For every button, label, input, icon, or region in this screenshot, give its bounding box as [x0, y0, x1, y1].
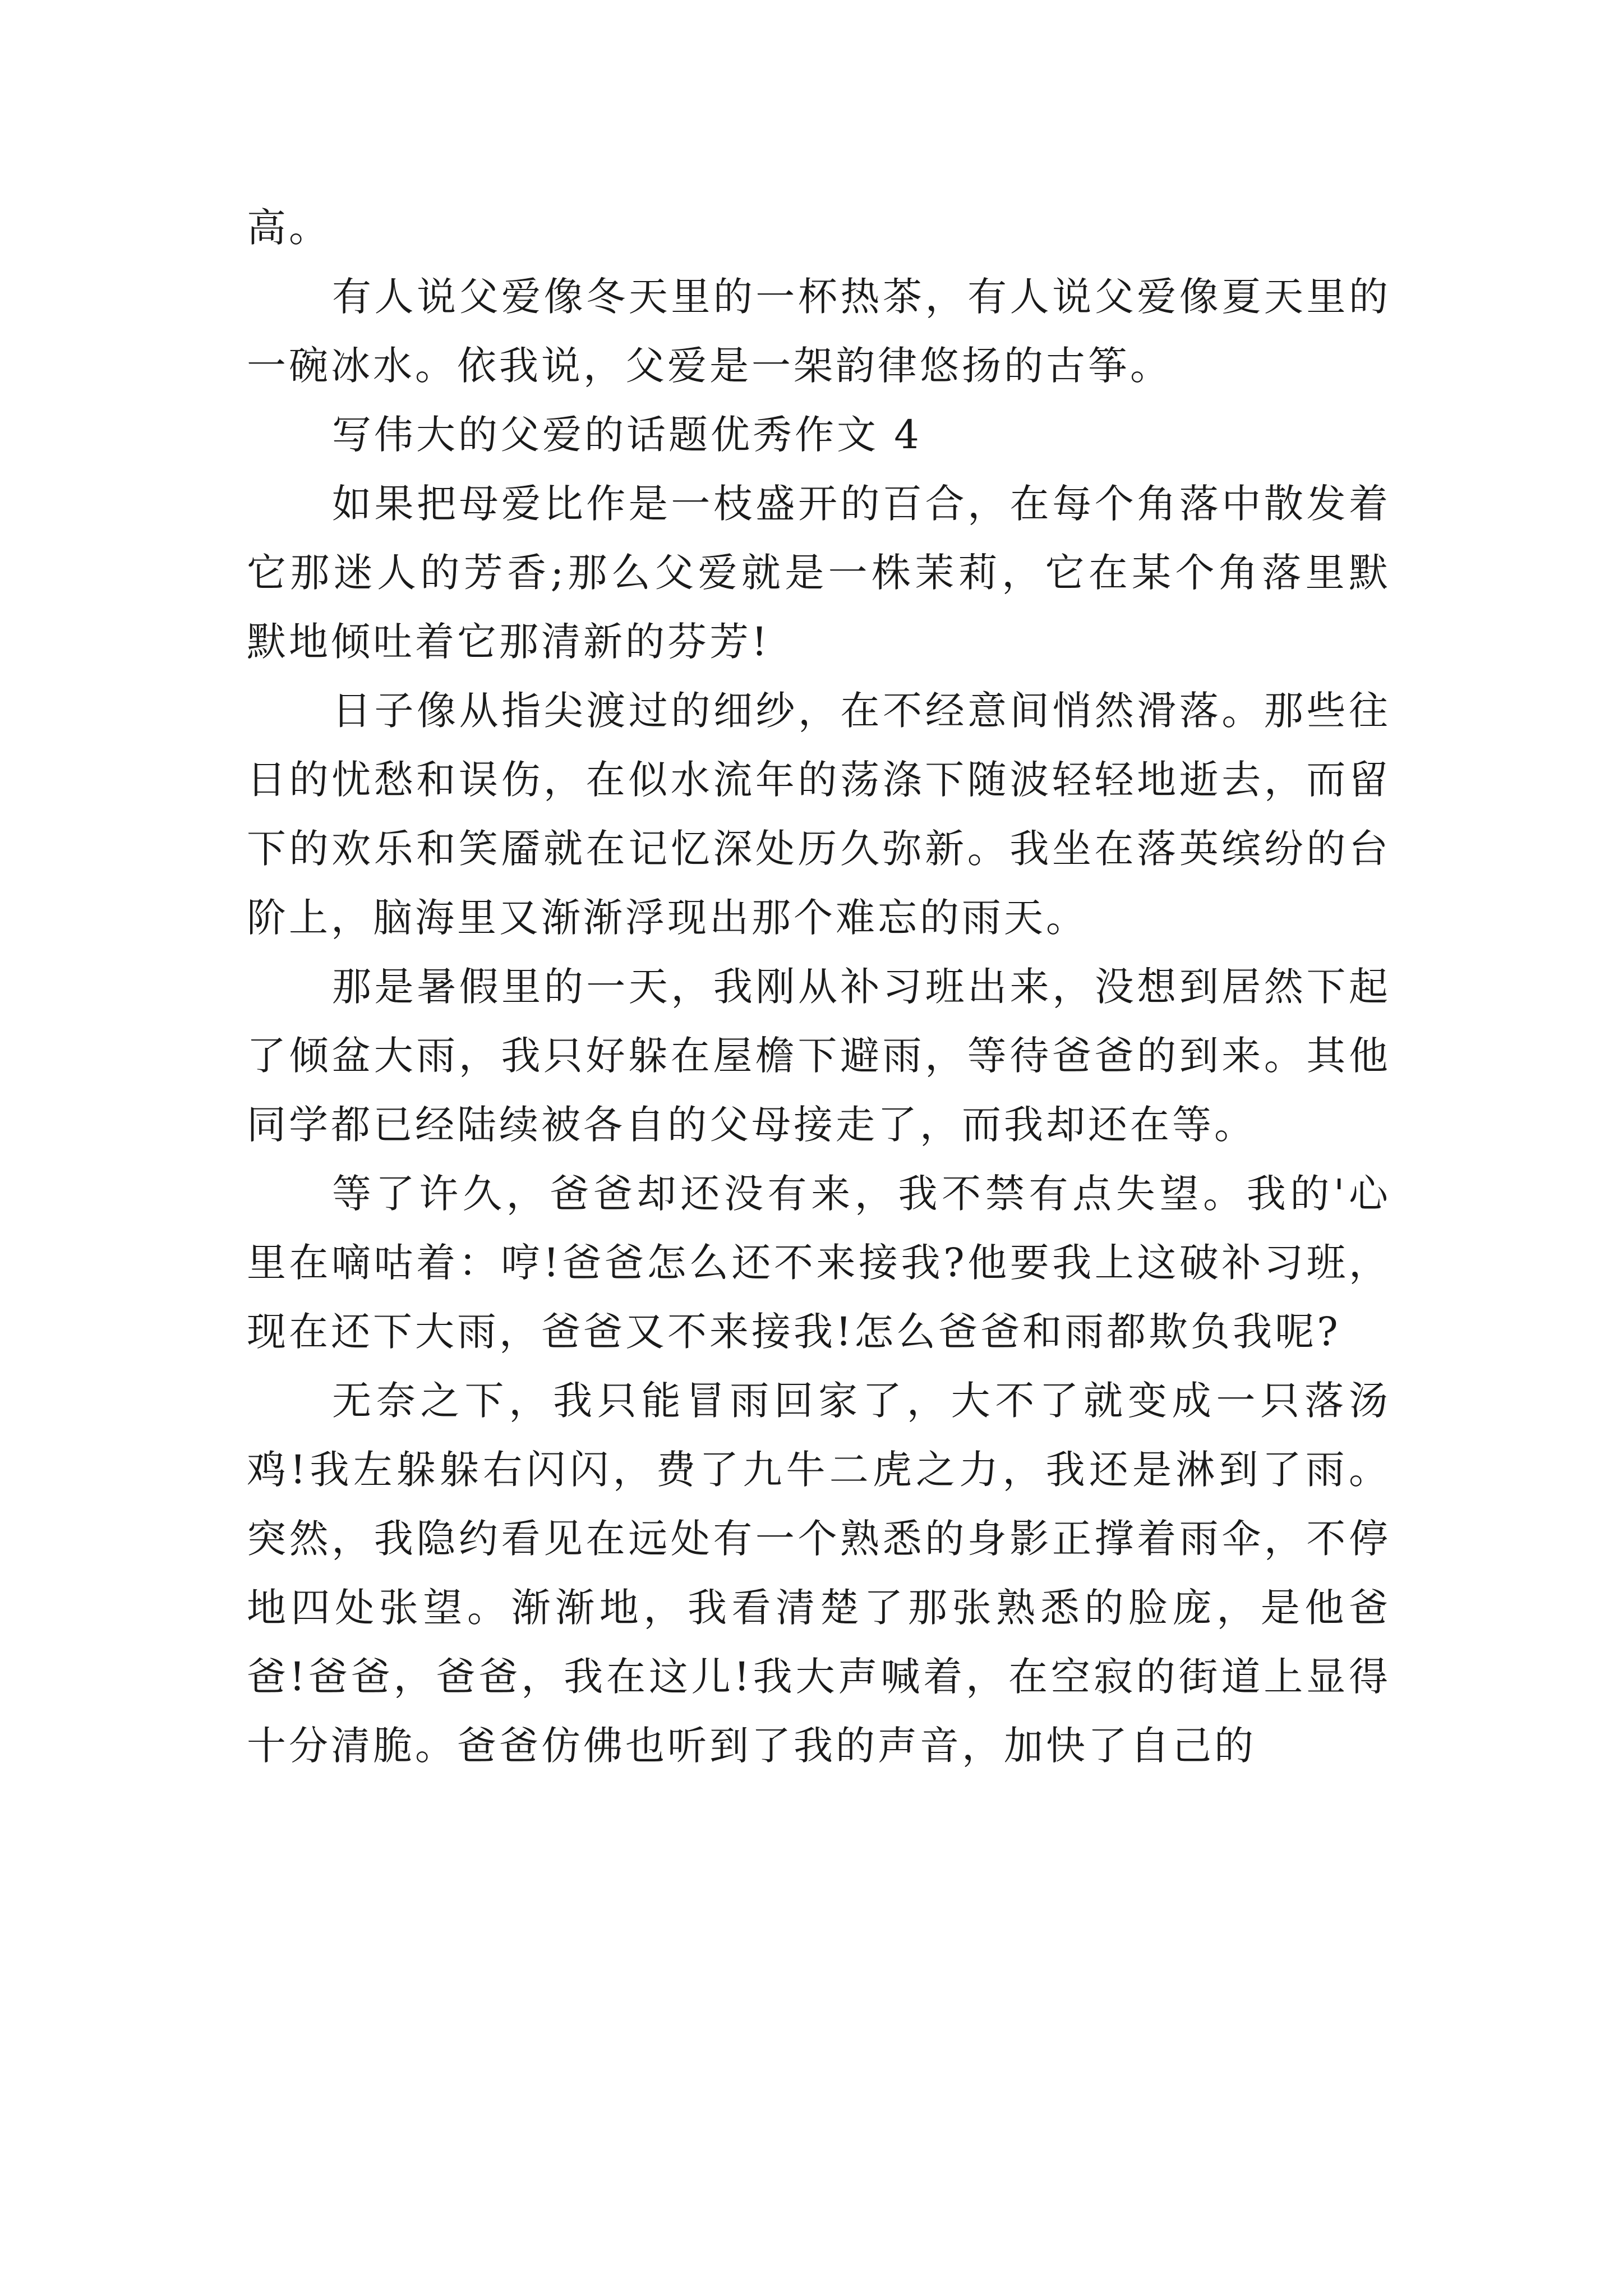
paragraph: 有人说父爱像冬天里的一杯热茶，有人说父爱像夏天里的一碗冰水。依我说，父爱是一架韵律悠扬的古筝。 [247, 274, 1391, 389]
paragraph: 如果把母爱比作是一枝盛开的百合，在每个角落中散发着它那迷人的芳香;那么父爱就是一株茉莉，它在某个角落里默默地倾吐着它那清新的芬芳! [247, 481, 1391, 665]
paragraph: 无奈之下，我只能冒雨回家了，大不了就变成一只落汤鸡!我左躲躲右闪闪，费了九牛二虎之力，我还是淋到了雨。突然，我隐约看见在远处有一个熟悉的身影正撑着雨伞，不停地四处张望。渐渐地，我看清楚了那张熟悉的脸庞，是他爸爸!爸爸，爸爸，我在这儿!我大声喊着，在空寂的街道上显得十分清脆。爸爸仿佛也听到了我的声音，加快了自己的 [247, 1378, 1391, 1769]
section-heading: 写伟大的父爱的话题优秀作文 4 [332, 412, 922, 458]
paragraph-continuation: 高。 [247, 205, 331, 251]
paragraph: 等了许久，爸爸却还没有来，我不禁有点失望。我的'心里在嘀咕着：哼!爸爸怎么还不来接我?他要我上这破补习班，现在还下大雨，爸爸又不来接我!怎么爸爸和雨都欺负我呢? [247, 1171, 1391, 1355]
paragraph: 那是暑假里的一天，我刚从补习班出来，没想到居然下起了倾盆大雨，我只好躲在屋檐下避雨，等待爸爸的到来。其他同学都已经陆续被各自的父母接走了，而我却还在等。 [247, 964, 1391, 1148]
paragraph: 日子像从指尖渡过的细纱，在不经意间悄然滑落。那些往日的忧愁和误伤，在似水流年的荡涤下随波轻轻地逝去，而留下的欢乐和笑靥就在记忆深处历久弥新。我坐在落英缤纷的台阶上，脑海里又渐渐浮现出那个难忘的雨天。 [247, 688, 1391, 941]
document-body [247, 194, 1391, 1780]
